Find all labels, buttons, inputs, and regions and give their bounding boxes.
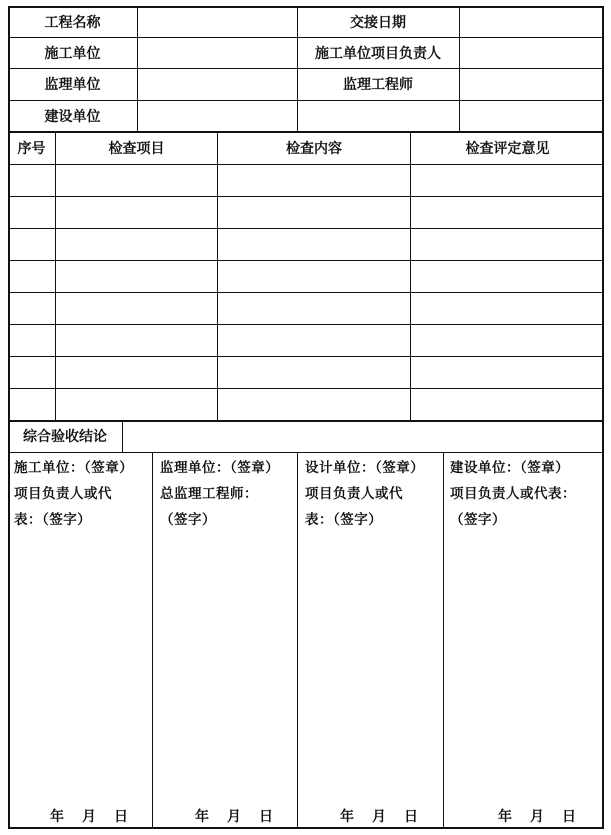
construction-date bbox=[50, 806, 128, 826]
supervision-unit-field[interactable] bbox=[138, 68, 297, 100]
day-label: 日 bbox=[404, 809, 418, 825]
month-label: 月 bbox=[530, 809, 544, 825]
owner-extra-field[interactable] bbox=[460, 100, 604, 131]
owner-unit-label: 建设单位 bbox=[44, 108, 101, 125]
year-label: 年 bbox=[340, 809, 354, 825]
signature-line: 表：（签字） bbox=[305, 512, 383, 528]
day-label: 日 bbox=[114, 809, 128, 825]
owner-extra-field[interactable] bbox=[297, 100, 459, 131]
month-label: 月 bbox=[372, 809, 386, 825]
day-label: 日 bbox=[562, 809, 576, 825]
owner-signature-block bbox=[450, 455, 602, 533]
signature-line: 项目负责人或代表： bbox=[450, 486, 576, 502]
table-row-divider bbox=[8, 292, 604, 293]
signature-col-divider bbox=[297, 452, 298, 829]
column-header: 序号 bbox=[17, 140, 46, 157]
month-label: 月 bbox=[82, 809, 96, 825]
signature-line: 项目负责人或代 bbox=[14, 486, 112, 502]
month-label: 月 bbox=[227, 809, 241, 825]
table-row-divider bbox=[8, 196, 604, 197]
owner-date bbox=[498, 806, 576, 826]
construction-pm-field[interactable] bbox=[460, 37, 604, 68]
construction-pm-label: 施工单位项目负责人 bbox=[315, 45, 441, 62]
signature-line: 项目负责人或代 bbox=[305, 486, 403, 502]
table-col-divider bbox=[410, 131, 411, 420]
project-name-field[interactable] bbox=[138, 6, 297, 37]
signature-col-divider bbox=[152, 452, 153, 829]
conclusion-divider bbox=[8, 452, 604, 453]
construction-unit-label: 施工单位 bbox=[44, 45, 101, 62]
signature-line: 监理单位：（签章） bbox=[160, 460, 280, 476]
table-col-divider bbox=[55, 131, 56, 420]
supervision-unit-label: 监理单位 bbox=[44, 77, 101, 93]
project-name-label: 工程名称 bbox=[44, 14, 101, 31]
handover-inspection-form bbox=[8, 6, 604, 829]
conclusion-field[interactable] bbox=[123, 420, 604, 452]
signature-line: 设计单位：（签章） bbox=[305, 460, 425, 476]
table-col-divider bbox=[217, 131, 218, 420]
construction-signature-block bbox=[14, 455, 150, 533]
supervision-date bbox=[195, 806, 273, 826]
design-date bbox=[340, 806, 418, 826]
owner-unit-field[interactable] bbox=[138, 100, 297, 131]
handover-date-field[interactable] bbox=[460, 6, 604, 37]
year-label: 年 bbox=[498, 809, 512, 825]
conclusion-label: 综合验收结论 bbox=[23, 429, 107, 445]
signature-line: 建设单位：（签章） bbox=[450, 460, 570, 476]
signature-col-divider bbox=[443, 452, 444, 829]
signature-line: （签字） bbox=[160, 512, 216, 528]
signature-line: 总监理工程师： bbox=[160, 486, 258, 502]
day-label: 日 bbox=[259, 809, 273, 825]
handover-date-label: 交接日期 bbox=[350, 14, 406, 31]
table-row-divider bbox=[8, 260, 604, 261]
year-label: 年 bbox=[50, 809, 64, 825]
year-label: 年 bbox=[195, 809, 209, 825]
table-row-divider bbox=[8, 388, 604, 389]
column-header: 检查项目 bbox=[108, 140, 165, 157]
supervision-engineer-label: 监理工程师 bbox=[343, 77, 413, 93]
column-header: 检查评定意见 bbox=[465, 140, 550, 157]
signature-line: 表：（签字） bbox=[14, 512, 92, 528]
table-row-divider bbox=[8, 228, 604, 229]
supervision-engineer-field[interactable] bbox=[460, 68, 604, 100]
table-row-divider bbox=[8, 356, 604, 357]
supervision-signature-block bbox=[160, 455, 296, 533]
column-header: 检查内容 bbox=[286, 140, 342, 157]
table-header-divider bbox=[8, 164, 604, 165]
design-signature-block bbox=[305, 455, 441, 533]
table-row-divider bbox=[8, 324, 604, 325]
signature-line: 施工单位：（签章） bbox=[14, 460, 134, 476]
signature-line: （签字） bbox=[450, 512, 506, 528]
construction-unit-field[interactable] bbox=[138, 37, 297, 68]
